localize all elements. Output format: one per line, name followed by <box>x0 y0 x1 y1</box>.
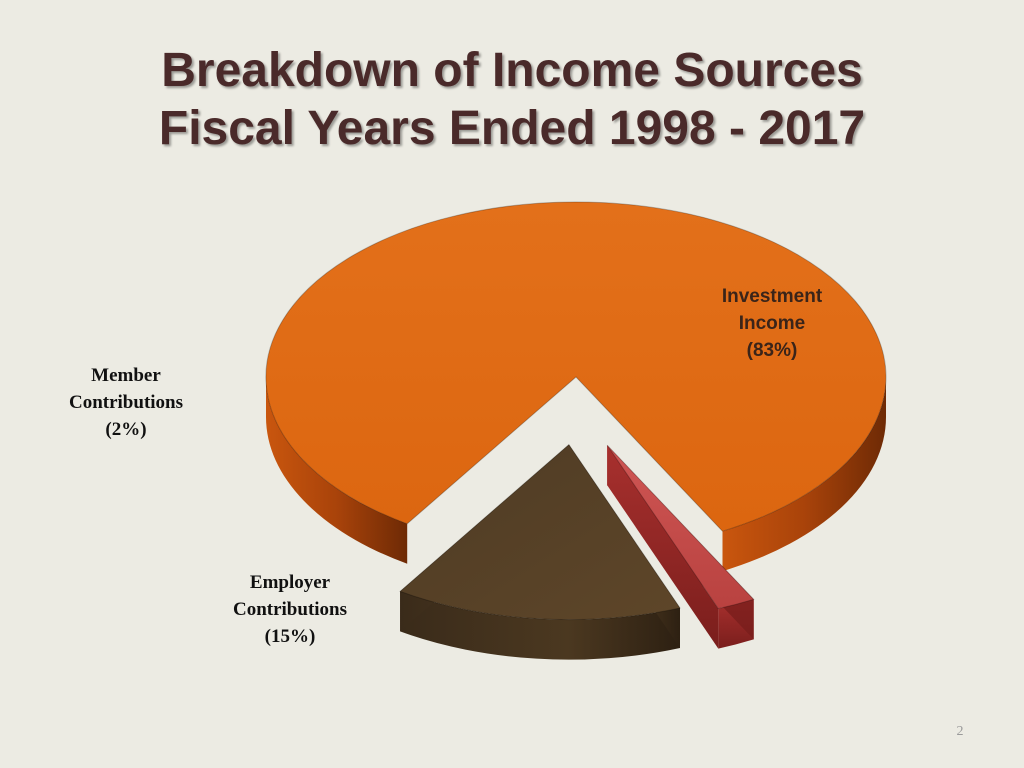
slice-label-line: (15%) <box>264 626 316 647</box>
title-line-1: Breakdown of Income Sources <box>161 44 863 97</box>
slice-label-line: Investment <box>721 286 823 307</box>
title-line-2: Fiscal Years Ended 1998 - 2017 <box>158 102 866 155</box>
slice-label-line: (83%) <box>746 340 798 361</box>
slice-label-employer-contributions <box>200 569 380 650</box>
slide-number: 2 <box>956 724 964 739</box>
slice-label-investment-income <box>692 283 852 364</box>
slice-label-member-contributions <box>40 362 212 443</box>
slice-label-line: Member <box>91 365 161 386</box>
slice-label-line: Income <box>738 313 806 334</box>
slice-label-line: Employer <box>249 572 331 593</box>
slice-label-line: Contributions <box>232 599 348 620</box>
slice-label-line: Contributions <box>68 392 184 413</box>
slice-label-line: (2%) <box>105 419 147 440</box>
